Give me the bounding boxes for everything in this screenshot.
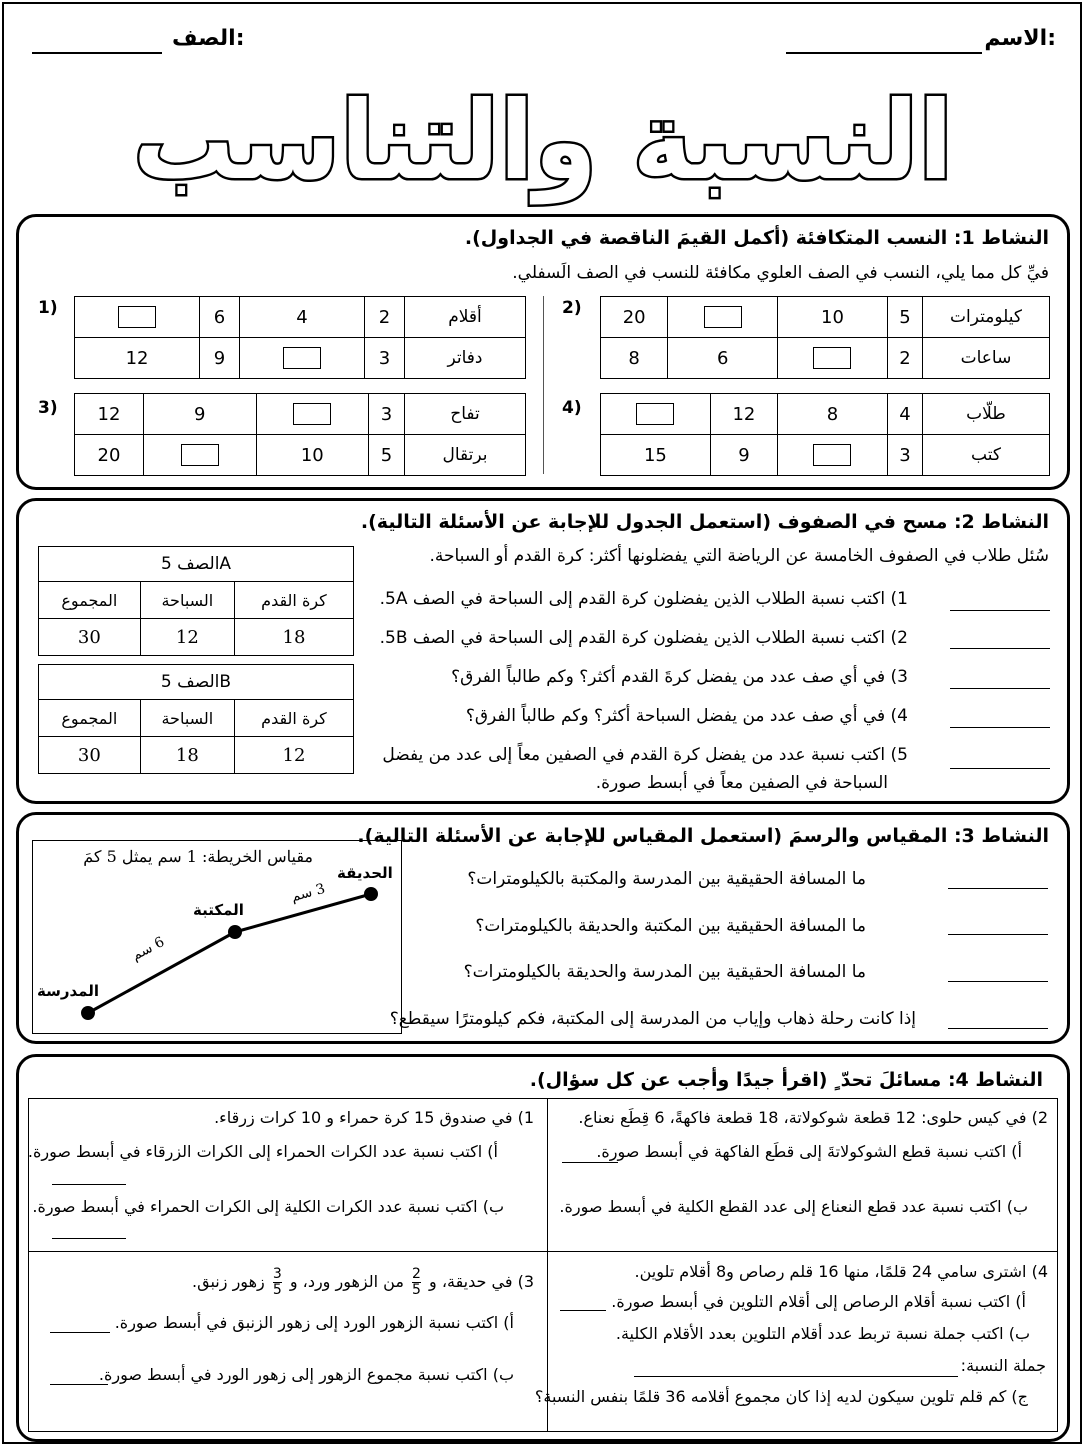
name-field[interactable] [786,52,982,54]
problem-3-b-answer[interactable] [50,1384,108,1385]
problem-3-a: أ) اكتب نسبة الزهور الورد إلى زهور الزنبق في أبسط صورة. [114,1313,514,1332]
fraction-2-denominator: 5 [272,1282,282,1298]
problem-3-stem-mid: من الزهور ورد، و [289,1272,404,1291]
survey-5b-header-total: المجموع [39,700,141,737]
page-title [0,60,1086,210]
problem-3-stem-end: زهور زنبق. [192,1272,265,1291]
table-4-row [601,394,1050,435]
problem-3-stem-start: 3) في حديقة، و [429,1272,534,1291]
answer-box[interactable] [813,347,851,369]
survey-question-4: 4) في أي صف عدد من يفضل السباحة أكثر؟ وكم طالباً الفرق؟ [465,706,908,726]
survey-5b-football: 12 [234,737,353,774]
problem-2-a-answer[interactable] [562,1162,618,1163]
map-scale: مقياس الخريطة: 1 سم يمثل 5 كمَ [83,847,313,866]
survey-5a-swimming: 12 [140,619,234,656]
table-2-row-label: ساعات [923,338,1050,379]
scale-question-2: ما المسافة الحقيقية بين المكتبة والحديقة بالكيلومترات؟ [475,916,866,936]
answer-box[interactable] [118,306,156,328]
problem-1-stem: 1) في صندوق 15 كرة حمراء و 10 كرات زرقاء. [214,1108,534,1127]
table-2-missing-cell [778,338,888,379]
answer-box[interactable] [181,444,219,466]
map-box [32,840,402,1034]
survey-5a-caption: الصف 5A [39,547,354,582]
table-3-value-cell: 9 [143,394,256,435]
table-1-missing-cell [239,338,364,379]
table-4-number: 4) [562,398,582,418]
table-3-value-cell: 20 [75,435,144,476]
survey-question-3: 3) في أي صف عدد من يفضل كرةَ القدم أكثر؟ وكم طالباً الفرق؟ [451,667,908,687]
scale-question-1: ما المسافة الحقيقية بين المدرسة والمكتبة بالكيلومترات؟ [467,869,866,889]
table-1-row [75,297,526,338]
survey-question-2: 2) اكتب نسبة الطلاب الذين يفضلون كرة القدم إلى السباحة في الصف 5B. [379,628,908,648]
answer-box[interactable] [813,444,851,466]
table-3-number: 3) [38,398,58,418]
class-field[interactable] [32,52,162,54]
table-3-value-cell: 10 [256,435,369,476]
activity-3-title: النشاط 3: المقياس والرسمَ (استعمل المقياس للإجابة عن الأسئلة التالية). [357,825,1049,847]
table-3 [74,393,526,476]
activity-2-intro: سُئل طلاب في الصفوف الخامسة عن الرياضة التي يفضلونها أكثر: كرة القدم أو السباحة. [429,546,1049,566]
answer-box[interactable] [293,403,331,425]
survey-question-5-cont: السباحة في الصفين معاً في أبسط صورة. [595,773,888,793]
scale-question-3: ما المسافة الحقيقية بين المدرسة والحديقة بالكيلومترات؟ [463,962,866,982]
table-2-missing-cell [668,297,778,338]
survey-5b-header-football: كرة القدم [234,700,353,737]
survey-5a-football: 18 [234,619,353,656]
table-3-row [75,394,526,435]
table-1-row-label: دفاتر [405,338,526,379]
survey-table-5a [38,546,354,656]
table-1-value-cell: 3 [365,338,405,379]
table-1 [74,296,526,379]
problem-4-c: ج) كم قلم تلوين سيكون لديه إذا كان مجموع أقلامه 36 قلمًا بنفس النسبة؟ [534,1387,1028,1406]
problem-1-b-answer[interactable] [52,1238,126,1239]
answer-box[interactable] [283,347,321,369]
table-4-value-cell: 12 [710,394,777,435]
table-4-row [601,435,1050,476]
scale-answer-1[interactable] [948,888,1048,889]
table-4-missing-cell [601,394,711,435]
problem-2-b: ب) اكتب نسبة عدد قطع النعناع إلى عدد القطع الكلية في أبسط صورة. [559,1197,1028,1216]
table-1-number: 1) [38,298,58,318]
map-segment-1-label: 6 سم [129,934,168,964]
challenge-grid-hdivider [29,1251,1057,1252]
scale-answer-2[interactable] [948,934,1048,935]
activity-1-instruction: فيِّ كل مما يلي، النسب في الصف العلوي مكافئة للنسب في الصف الَسفلي. [512,263,1049,283]
fraction-2-numerator: 3 [272,1266,282,1282]
survey-answer-4[interactable] [950,727,1050,728]
table-3-value-cell: 12 [75,394,144,435]
table-2-value-cell: 8 [601,338,668,379]
class-label: الصف: [172,26,245,51]
table-divider [543,296,544,474]
table-3-missing-cell [256,394,369,435]
table-4-missing-cell [778,435,888,476]
scale-question-4: إذا كانت رحلة ذهاب وإياب من المدرسة إلى المكتبة، فكم كيلومترًا سيقطع؟ [389,1009,916,1029]
table-3-value-cell: 3 [369,394,405,435]
scale-answer-3[interactable] [948,981,1048,982]
table-4-value-cell: 8 [778,394,888,435]
problem-4-stem: 4) اشترى سامي 24 قلمًا، منها 16 قلم رصاص و8 أقلام تلوين. [634,1262,1048,1281]
table-1-value-cell: 9 [200,338,240,379]
problem-4-a-answer[interactable] [560,1310,606,1311]
library-point [228,925,242,939]
problem-1-b: ب) اكتب نسبة عدد الكرات الكلية إلى الكرات الحمراء في أبسط صورة. [32,1197,504,1216]
survey-question-1: 1) اكتب نسبة الطلاب الذين يفضلون كرة القدم إلى السباحة في الصف 5A. [379,589,908,609]
survey-5b-swimming: 18 [140,737,234,774]
activity-2-title: النشاط 2: مسح في الصفوف (استعمل الجدول للإجابة عن الأسئلة التالية). [360,511,1049,533]
survey-5b-caption: الصف 5B [39,665,354,700]
table-2-value-cell: 2 [887,338,922,379]
map-label-library: المكتبة [193,901,244,919]
table-3-row [75,435,526,476]
problem-2-stem: 2) في كيس حلوى: 12 قطعة شوكولاتة، 18 قطعة فاكهةً، 6 قِطَع نعناع. [578,1108,1048,1127]
survey-5a-header-football: كرة القدم [234,582,353,619]
table-4-value-cell: 15 [601,435,711,476]
survey-question-5: 5) اكتب نسبة عدد من يفضل كرة القدم في الصفين معاً إلى عدد من يفضل [382,745,908,765]
table-2-value-cell: 10 [778,297,888,338]
survey-answer-1[interactable] [950,610,1050,611]
table-2 [600,296,1050,379]
table-3-missing-cell [143,435,256,476]
fraction-1-numerator: 2 [412,1266,421,1282]
survey-5a-header-total: المجموع [39,582,141,619]
table-2-value-cell: 6 [668,338,778,379]
survey-answer-3[interactable] [950,688,1050,689]
table-1-value-cell: 12 [75,338,200,379]
survey-5a-header-swimming: السباحة [140,582,234,619]
activity-4-title: النشاط 4: مسائلَ تحدّ ٍ (اقرأ جيدًا وأجب عن كل سؤال). [529,1069,1043,1091]
table-3-row-label: تفاح [405,394,526,435]
table-1-value-cell: 6 [200,297,240,338]
survey-table-5b [38,664,354,774]
title-text: النسبة والتناسب [133,79,1006,204]
table-1-value-cell: 2 [365,297,405,338]
survey-5b-header-swimming: السباحة [140,700,234,737]
fraction-1-denominator: 5 [412,1282,421,1298]
survey-5b-total: 30 [39,737,141,774]
problem-4-sentence-label: جملة النسبة: [960,1356,1046,1375]
activity-1-title: النشاط 1: النسب المتكافئة (أكمل القيمَ الناقصة في الجداول). [464,227,1049,249]
problem-1-a: أ) اكتب نسبة عدد الكرات الحمراء إلى الكرات الزرقاء في أبسط صورة. [27,1142,498,1161]
problem-4-sentence-answer[interactable] [634,1376,958,1377]
table-2-value-cell: 5 [887,297,922,338]
table-4-value-cell: 9 [710,435,777,476]
challenge-grid-vdivider [547,1099,548,1431]
table-1-row-label: أقلام [405,297,526,338]
problem-1-a-answer[interactable] [52,1184,126,1185]
table-4-row-label: كتب [923,435,1050,476]
table-4-value-cell: 4 [887,394,922,435]
survey-5a-total: 30 [39,619,141,656]
survey-answer-5[interactable] [950,768,1050,769]
name-label: الاسم: [984,26,1056,51]
table-4 [600,393,1050,476]
problem-4-b: ب) اكتب جملة نسبة تربط عدد أقلام التلوين بعدد الأقلام الكلية. [615,1324,1030,1343]
problem-4-a: أ) اكتب نسبة أقلام الرصاص إلى أقلام التلوين في أبسط صورة. [611,1292,1026,1311]
map-label-garden: الحديقة [337,864,393,882]
table-2-row-label: كيلومترات [923,297,1050,338]
table-2-value-cell: 20 [601,297,668,338]
table-1-row [75,338,526,379]
table-2-number: 2) [562,298,582,318]
table-3-row-label: برتقال [405,435,526,476]
problem-3-a-answer[interactable] [50,1332,110,1333]
table-1-value-cell: 4 [239,297,364,338]
table-4-row-label: طلّاب [923,394,1050,435]
garden-point [364,887,378,901]
problem-3-stem [192,1262,534,1302]
table-1-missing-cell [75,297,200,338]
map-label-school: المدرسة [37,982,99,1000]
school-point [81,1006,95,1020]
table-3-value-cell: 5 [369,435,405,476]
map-segment-2-label: 3 سم [289,880,327,906]
problem-3-b: ب) اكتب نسبة مجموع الزهور إلى زهور الورد في أبسط صورة. [98,1365,514,1384]
answer-box[interactable] [704,306,742,328]
survey-answer-2[interactable] [950,648,1050,649]
table-2-row [601,338,1050,379]
problem-3-fraction-1 [412,1267,421,1298]
problem-3-fraction-2 [273,1267,282,1298]
table-4-value-cell: 3 [887,435,922,476]
scale-answer-4[interactable] [948,1028,1048,1029]
table-2-row [601,297,1050,338]
problem-2-a: أ) اكتب نسبة قطع الشوكولاتةَ إلى قطَع الفاكهة في أبسط صورة. [596,1142,1022,1161]
answer-box[interactable] [636,403,674,425]
